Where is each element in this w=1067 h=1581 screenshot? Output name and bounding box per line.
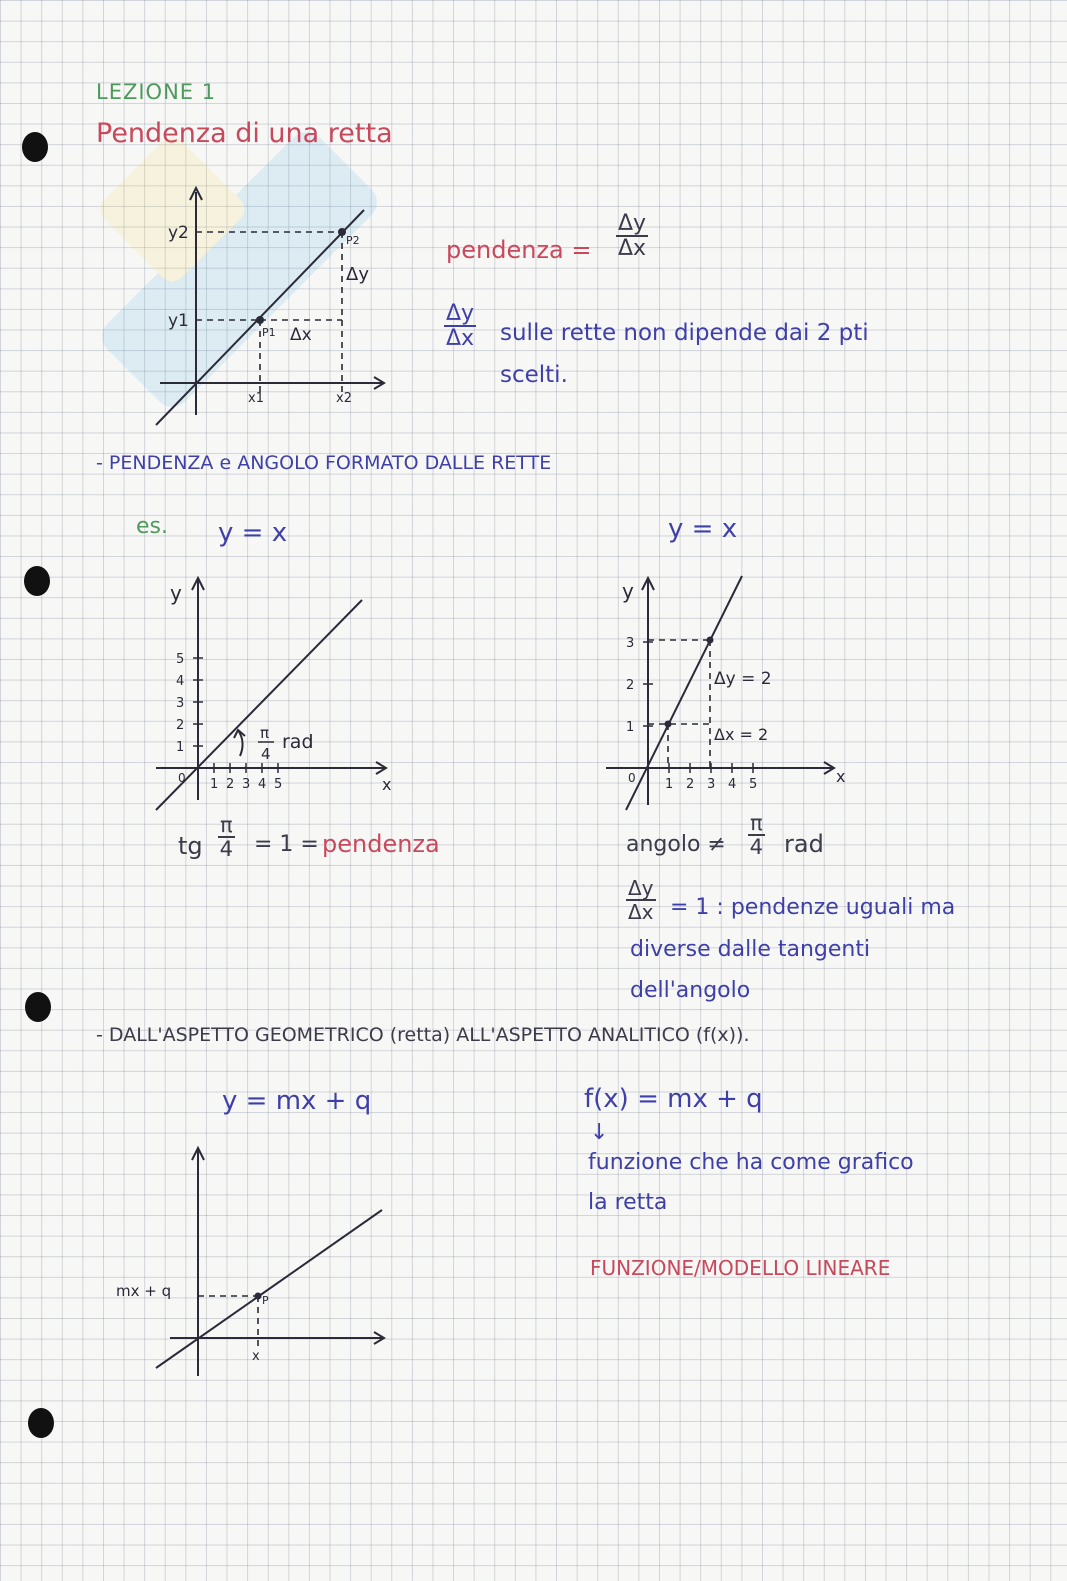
- ratio-note-line-1: = 1 : pendenze uguali ma: [670, 895, 956, 920]
- y2-label: y2: [168, 223, 189, 243]
- line-y-equals-x: [626, 576, 742, 810]
- right-y-tick-label: 2: [626, 678, 635, 693]
- equation-right: y = x: [668, 514, 738, 544]
- delta-x-label: Δx: [290, 325, 312, 345]
- angle-graph-left: [150, 570, 400, 815]
- section-heading-angle: - PENDENZA e ANGOLO FORMATO DALLE RETTE: [96, 452, 552, 474]
- point-p2: [338, 228, 346, 236]
- function-desc-line-1: funzione che ha come grafico: [588, 1150, 914, 1175]
- tangent-label: tg: [178, 832, 203, 860]
- right-x-tick-label: 4: [728, 777, 737, 792]
- delta-y-label: Δy: [346, 264, 369, 285]
- left-x-tick-label: 1: [210, 777, 219, 792]
- angle-numerator: π: [750, 811, 763, 835]
- point-label: P: [262, 1294, 269, 1307]
- p1-label: P1: [262, 326, 276, 339]
- angle-graph-right: [600, 570, 860, 815]
- right-x-tick-label: 5: [749, 777, 758, 792]
- ratio-numerator: Δy: [628, 876, 654, 900]
- tangent-fraction: [218, 814, 235, 861]
- point-upper: [707, 637, 714, 644]
- point-p: [255, 1293, 262, 1300]
- note-numerator: Δy: [446, 301, 475, 326]
- ratio-note-line-2: diverse dalle tangenti: [630, 937, 871, 962]
- left-x-tick-label: 3: [242, 777, 251, 792]
- binder-hole: [22, 132, 48, 162]
- lesson-label: LEZIONE 1: [96, 80, 217, 104]
- slope-formula-numerator: Δy: [618, 211, 647, 236]
- example-label: es.: [136, 514, 168, 539]
- x-axis-label: x: [382, 775, 392, 794]
- left-y-tick-label: 5: [176, 652, 185, 667]
- y-axis-label: mx + q: [116, 1282, 172, 1300]
- slope-formula-lhs: pendenza =: [446, 236, 592, 264]
- tangent-numerator: π: [220, 813, 233, 837]
- ratio-denominator: Δx: [628, 900, 654, 924]
- p2-label: P2: [346, 234, 360, 247]
- x2-label: x2: [336, 391, 352, 406]
- y1-label: y1: [168, 311, 189, 331]
- section-heading-analytic: - DALL'ASPETTO GEOMETRICO (retta) ALL'ASPETTO ANALITICO (f(x)).: [96, 1024, 750, 1046]
- right-y-tick-label: 3: [626, 636, 635, 651]
- left-x-tick-label: 4: [258, 777, 267, 792]
- y-axis-label: y: [170, 581, 182, 605]
- line-r: [156, 1210, 382, 1368]
- page-title: Pendenza di una retta: [96, 118, 393, 149]
- binder-hole: [25, 992, 51, 1022]
- right-x-tick-label: 1: [665, 777, 674, 792]
- ratio-note-line-3: dell'angolo: [630, 978, 751, 1003]
- left-y-tick-label: 2: [176, 718, 185, 733]
- origin-label: 0: [178, 771, 186, 785]
- x-axis-label: x: [252, 1349, 260, 1364]
- line-equation: y = mx + q: [222, 1086, 372, 1116]
- angle-denominator: 4: [261, 745, 271, 763]
- left-y-tick-label: 3: [176, 696, 185, 711]
- down-arrow: ↓: [590, 1120, 609, 1145]
- left-y-tick-label: 1: [176, 740, 185, 755]
- angle-fraction: [748, 812, 765, 859]
- tangent-equals: = 1 =: [254, 832, 319, 857]
- slope-formula-denominator: Δx: [618, 236, 647, 262]
- right-y-tick-label: 1: [626, 720, 635, 735]
- note-fraction: [444, 302, 476, 351]
- angle-numerator: π: [260, 724, 270, 742]
- tangent-denominator: 4: [219, 837, 234, 862]
- angle-denominator: 4: [749, 835, 764, 860]
- ratio-fraction: [626, 878, 656, 923]
- angle-unit-label: rad: [784, 830, 824, 858]
- function-desc-line-2: la retta: [588, 1190, 668, 1215]
- angle-unit: rad: [282, 731, 314, 753]
- angle-label: angolo ≠: [626, 832, 726, 857]
- tangent-result-word: pendenza: [322, 830, 440, 858]
- linear-model-label: FUNZIONE/MODELLO LINEARE: [590, 1256, 891, 1280]
- equation-left: y = x: [218, 518, 288, 548]
- x-axis-label: x: [836, 767, 846, 786]
- right-x-tick-label: 3: [707, 777, 716, 792]
- slope-graph: [150, 180, 410, 430]
- slope-formula-fraction: [616, 212, 648, 261]
- left-y-tick-label: 4: [176, 674, 185, 689]
- delta-x-label: Δx = 2: [714, 725, 769, 744]
- note-denominator: Δx: [446, 326, 475, 352]
- right-x-tick-label: 2: [686, 777, 695, 792]
- origin-label: 0: [628, 771, 636, 785]
- point-lower: [665, 721, 672, 728]
- binder-hole: [28, 1408, 54, 1438]
- function-equation: f(x) = mx + q: [584, 1084, 763, 1114]
- y-axis-label: y: [622, 579, 634, 603]
- left-x-tick-label: 5: [274, 777, 283, 792]
- left-x-tick-label: 2: [226, 777, 235, 792]
- note-line-2: scelti.: [500, 362, 568, 388]
- binder-hole: [24, 566, 50, 596]
- point-p1: [256, 316, 264, 324]
- x1-label: x1: [248, 391, 264, 406]
- delta-y-label: Δy = 2: [714, 669, 772, 689]
- linear-function-graph: [110, 1140, 410, 1380]
- note-line-1: sulle rette non dipende dai 2 pti: [500, 320, 869, 346]
